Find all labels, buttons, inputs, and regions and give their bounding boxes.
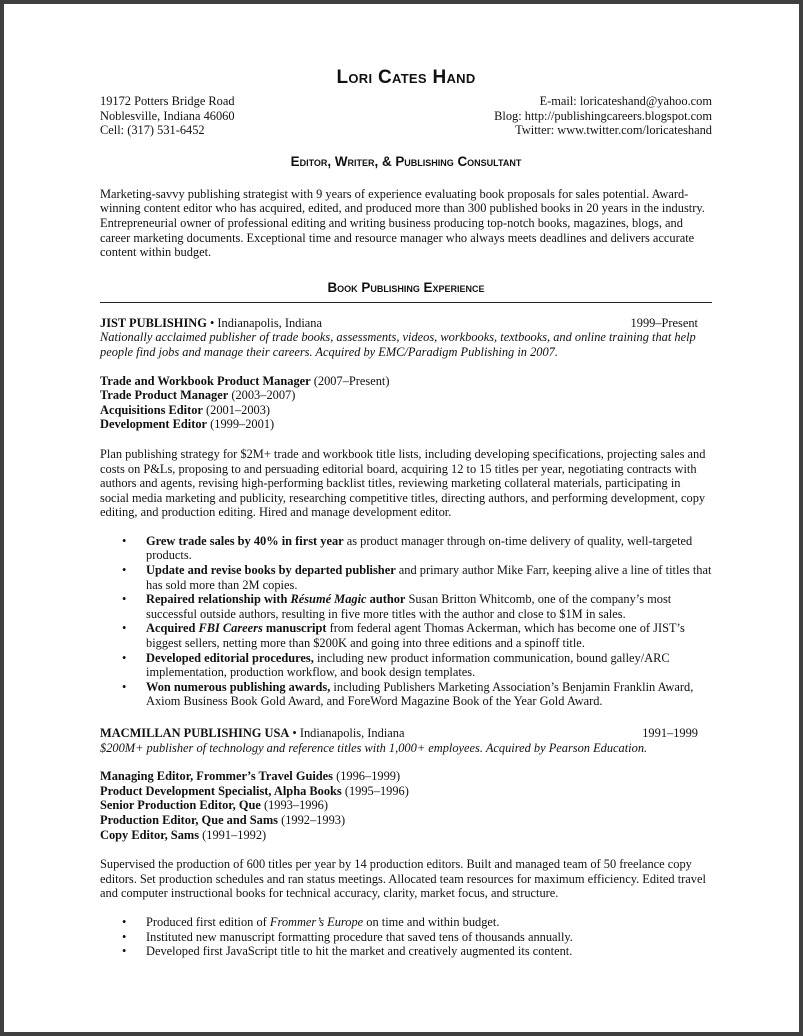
achievement-text: from federal agent Thomas Ackerman, which has become one of JIST’s biggest sellers, netting more than $200K and going into three editions and a spinoff title. xyxy=(146,621,685,651)
achievement-item xyxy=(146,944,712,959)
job-title-years: (1999–2001) xyxy=(207,417,275,432)
job-title: Production Editor, Que and Sams xyxy=(100,812,278,827)
company-name: JIST PUBLISHING xyxy=(100,315,207,330)
job-jist xyxy=(100,316,712,709)
job-title: Acquisitions Editor xyxy=(100,402,203,417)
job-titles xyxy=(100,769,712,842)
achievement-item xyxy=(146,534,712,563)
candidate-name: Lori Cates Hand xyxy=(336,67,476,88)
job-title-years: (1991–1992) xyxy=(199,827,267,842)
job-employer xyxy=(100,316,322,331)
job-title-row xyxy=(100,813,712,828)
job-title: Trade and Workbook Product Manager xyxy=(100,373,311,388)
job-header xyxy=(100,316,712,331)
achievement-book-title: Résumé Magic xyxy=(290,592,367,607)
achievement-item xyxy=(146,915,712,930)
job-title-years: (2003–2007) xyxy=(228,388,296,403)
company-description: Nationally acclaimed publisher of trade books, assessments, videos, workbooks, textbooks, and online training that help people find jobs and manage their careers. Acquired by EMC/Paradigm Publishing in 2007. xyxy=(100,330,696,359)
achievement-item xyxy=(146,621,712,650)
twitter: Twitter: www.twitter.com/loricateshand xyxy=(515,123,712,138)
job-title: Trade Product Manager xyxy=(100,388,229,403)
job-macmillan xyxy=(100,726,712,959)
achievement-lead: Won numerous publishing awards, xyxy=(146,679,331,694)
achievement-book-title: Frommer’s Europe xyxy=(269,914,364,929)
achievement-lead-end: manuscript xyxy=(262,621,327,636)
job-title-years: (2001–2003) xyxy=(202,402,271,417)
achievement-text-end: on time and within budget. xyxy=(363,914,500,929)
job-title-years: (2007–Present) xyxy=(310,373,390,388)
achievement-item xyxy=(146,563,712,592)
job-title-years: (1996–1999) xyxy=(333,769,401,784)
achievement-text: including new product information communication, bound galley/ARC implementation, production workflow, and book design templates. xyxy=(146,650,670,680)
achievement-lead: Grew trade sales by 40% in first year xyxy=(146,533,344,548)
achievement-item xyxy=(146,651,712,680)
address-line-1: 19172 Potters Bridge Road xyxy=(100,94,235,108)
job-title-row xyxy=(100,374,712,389)
achievement-text: as product manager through on-time delivery of quality, well-targeted products. xyxy=(146,533,693,563)
job-title: Product Development Specialist, Alpha Books xyxy=(100,783,342,798)
achievement-text: Instituted new manuscript formatting procedure that saved tens of thousands annually. xyxy=(146,929,573,944)
contact-left xyxy=(100,94,406,138)
achievement-item xyxy=(146,592,712,621)
company-location: • Indianapolis, Indiana xyxy=(206,315,322,330)
achievement-book-title: FBI Careers xyxy=(198,621,263,636)
job-title: Senior Production Editor, Que xyxy=(100,798,261,813)
achievement-text: Developed first JavaScript title to hit the market and creatively augmented its content. xyxy=(146,944,573,959)
job-title-row xyxy=(100,403,712,418)
job-title-row xyxy=(100,417,712,432)
job-title: Development Editor xyxy=(100,417,208,432)
job-title-row xyxy=(100,798,712,813)
achievement-item xyxy=(146,930,712,945)
achievement-list xyxy=(100,534,712,709)
company-location: • Indianapolis, Indiana xyxy=(289,726,405,740)
job-paragraph: Supervised the production of 600 titles per year by 14 production editors. Built and managed team of 50 freelance copy editors. Set production schedules and ran status meetings. Allocated team resources for maximum efficiency. Edited travel and computer instructional books for technical accuracy, clarity, market focus, and structure. xyxy=(100,857,706,901)
cell-phone: Cell: (317) 531-6452 xyxy=(100,123,205,138)
job-employer xyxy=(100,726,404,741)
job-title-row xyxy=(100,388,712,403)
achievement-list xyxy=(100,915,712,959)
achievement-text: and primary author Mike Farr, keeping alive a line of titles that has sold more than 2M copies. xyxy=(146,563,712,592)
job-paragraph: Plan publishing strategy for $2M+ trade and workbook title lists, including developing specifications, projecting sales and costs on P&Ls, proposing to and persuading editorial board, acquiring 12 to 15 titles per year, negotiating contracts with authors and agents, revising high-performing backlist titles, reviewing marketing collateral materials, participating in social media marketing and publicity, researching competitive titles, directing authors, and performing development, copy editing, and production editing. Hired and manage development editor. xyxy=(100,446,706,520)
contact-right xyxy=(406,94,712,138)
company-name: MACMILLAN PUBLISHING USA xyxy=(100,726,290,740)
address-line-2: Noblesville, Indiana 46060 xyxy=(100,108,235,123)
job-title-years: (1995–1996) xyxy=(341,783,409,798)
job-title-row xyxy=(100,769,712,784)
achievement-lead-end: author xyxy=(366,592,406,607)
blog: Blog: http://publishingcareers.blogspot.com xyxy=(494,108,712,123)
achievement-text: Susan Britton Whitcomb, one of the company’s most successful outside authors, resulting in five more titles with the author and close to $1M in sales. xyxy=(146,592,672,621)
resume-page xyxy=(4,4,799,1032)
achievement-lead: Repaired relationship with xyxy=(146,592,291,607)
job-dates: 1991–1999 xyxy=(642,726,698,740)
achievement-lead: Acquired xyxy=(146,621,199,636)
achievement-item xyxy=(146,680,712,709)
job-header xyxy=(100,726,712,741)
achievement-lead: Update and revise books by departed publisher xyxy=(146,563,396,578)
email: E-mail: loricateshand@yahoo.com xyxy=(539,94,712,108)
section-title: Book Publishing Experience xyxy=(100,280,712,303)
job-titles xyxy=(100,374,712,432)
achievement-text: Produced first edition of xyxy=(146,914,270,929)
headline: Editor, Writer, & Publishing Consultant xyxy=(290,153,522,169)
summary: Marketing-savvy publishing strategist with 9 years of experience evaluating book proposals for sales potential. Award-winning content editor who has acquired, edited, and produced more than 300 published books in 20 years in the industry. Entrepreneurial owner of professional editing and writing business producing top-notch books, magazines, blogs, and career marketing documents. Exceptional time and resource manager who always meets deadlines and delivers accurate content within budget. xyxy=(100,186,705,260)
job-title-row xyxy=(100,784,712,799)
job-title: Copy Editor, Sams xyxy=(100,827,200,842)
resume-content xyxy=(100,66,712,959)
achievement-lead: Developed editorial procedures, xyxy=(146,650,314,665)
job-title-years: (1992–1993) xyxy=(277,812,346,827)
job-title-row xyxy=(100,828,712,843)
company-description: $200M+ publisher of technology and reference titles with 1,000+ employees. Acquired by Pearson Education. xyxy=(100,740,648,755)
job-title-years: (1993–1996) xyxy=(260,798,328,813)
job-dates: 1999–Present xyxy=(630,315,698,330)
contact-block xyxy=(100,94,712,138)
job-title: Managing Editor, Frommer’s Travel Guides xyxy=(100,769,333,784)
achievement-text: including Publishers Marketing Association’s Benjamin Franklin Award, Axiom Business Book Gold Award, and ForeWord Magazine Book of the Year Gold Award. xyxy=(146,679,694,709)
